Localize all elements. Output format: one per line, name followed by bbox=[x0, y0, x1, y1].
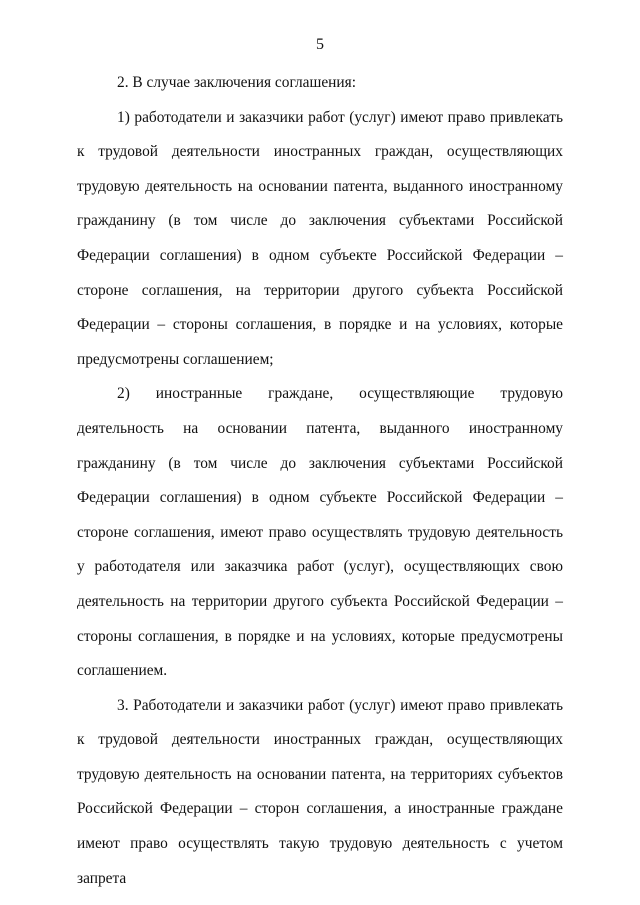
document-body bbox=[77, 66, 563, 896]
paragraph-subclause-1: 1) работодатели и заказчики работ (услуг) имеют право привлекать к трудовой деятельности иностранных граждан, осуществляющих трудовую деятельность на основании патента, выданного иностранному гражданину (в том числе до заключения субъектами Российской Федерации соглашения) в одном субъекте Российской Федерации – стороне соглашения, на территории другого субъекта Российской Федерации – стороны соглашения, в порядке и на условиях, которые предусмотрены соглашением; bbox=[77, 108, 563, 368]
page-number: 5 bbox=[316, 36, 324, 53]
paragraph-clause-2: 2. В случае заключения соглашения: bbox=[117, 74, 356, 91]
paragraph-subclause-2: 2) иностранные граждане, осуществляющие трудовую деятельность на основании патента, выданного иностранному гражданину (в том числе до заключения субъектами Российской Федерации соглашения) в одном субъекте Российской Федерации – стороне соглашения, имеют право осуществлять трудовую деятельность у работодателя или заказчика работ (услуг), осуществляющих свою деятельность на территории другого субъекта Российской Федерации – стороны соглашения, в порядке и на условиях, которые предусмотрены соглашением. bbox=[77, 385, 563, 680]
paragraph-clause-3: 3. Работодатели и заказчики работ (услуг) имеют право привлекать к трудовой деятельности иностранных граждан, осуществляющих трудовую деятельность на основании патента, на территориях субъектов Российской Федерации – сторон соглашения, а иностранные граждане имеют право осуществлять такую трудовую деятельность с учетом запрета bbox=[77, 696, 563, 887]
